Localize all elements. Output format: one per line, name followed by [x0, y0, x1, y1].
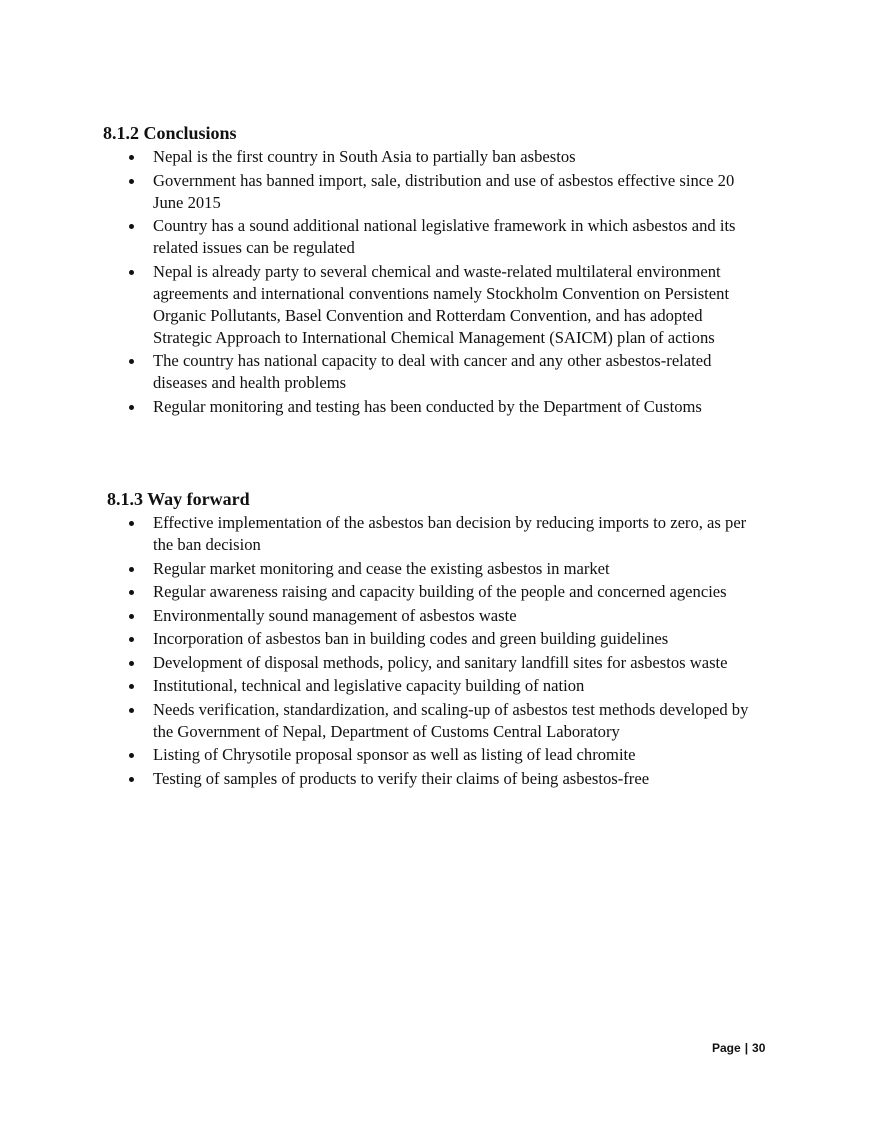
- list-item-text: Listing of Chrysotile proposal sponsor as well as listing of lead chromite: [153, 745, 636, 764]
- conclusions-section: [103, 122, 763, 419]
- bullet-icon: [129, 405, 134, 410]
- bullet-icon: [129, 661, 134, 666]
- way-forward-list: [103, 512, 767, 790]
- list-item: [103, 261, 763, 349]
- list-item: [103, 146, 763, 168]
- bullet-icon: [129, 224, 134, 229]
- list-item-text: Regular market monitoring and cease the existing asbestos in market: [153, 558, 610, 578]
- list-item-text: Regular monitoring and testing has been conducted by the Department of Customs: [153, 396, 702, 416]
- list-item: [103, 581, 767, 603]
- page-number: 30: [752, 1041, 766, 1055]
- bullet-icon: [129, 179, 134, 184]
- way-forward-heading: 8.1.3 Way forward: [107, 489, 250, 509]
- list-item-text: The country has national capacity to deal with cancer and any other asbestos-related diseases and health problems: [153, 351, 712, 392]
- bullet-icon: [129, 567, 134, 572]
- list-item-text: Country has a sound additional national legislative framework in which asbestos and its related issues can be regulated: [153, 216, 736, 257]
- list-item: [103, 652, 767, 674]
- conclusions-list: [103, 146, 763, 418]
- page-footer: [712, 1041, 765, 1055]
- bullet-icon: [129, 590, 134, 595]
- list-item: [103, 396, 763, 418]
- list-item-text: Environmentally sound management of asbestos waste: [153, 605, 517, 625]
- list-item: [103, 768, 767, 790]
- list-item-text: Development of disposal methods, policy, and sanitary landfill sites for asbestos waste: [153, 652, 728, 672]
- list-item: [103, 558, 767, 580]
- bullet-icon: [129, 684, 134, 689]
- bullet-icon: [129, 614, 134, 619]
- list-item-text: Government has banned import, sale, distribution and use of asbestos effective since 20 June 2015: [153, 170, 735, 212]
- list-item-text: Testing of samples of products to verify their claims of being asbestos-free: [153, 768, 650, 788]
- list-item: [103, 699, 767, 743]
- list-item: [103, 744, 767, 766]
- list-item: [103, 628, 767, 650]
- page-label: Page: [712, 1041, 741, 1055]
- conclusions-heading: 8.1.2 Conclusions: [103, 123, 237, 143]
- bullet-icon: [129, 521, 134, 526]
- bullet-icon: [129, 777, 134, 782]
- bullet-icon: [129, 155, 134, 160]
- list-item: [103, 215, 763, 259]
- list-item-text: Nepal is already party to several chemical and waste-related multilateral environment agreements and international conventions namely Stockholm Convention on Persistent Organic Pollutants, Basel Convention and Rotterdam Convention, and has adopted Strategic Approach to International Chemical Management (SAICM) plan of actions: [153, 261, 730, 347]
- bullet-icon: [129, 708, 134, 713]
- list-item-text: Regular awareness raising and capacity building of the people and concerned agencies: [153, 582, 727, 601]
- list-item-text: Needs verification, standardization, and scaling-up of asbestos test methods developed by the Government of Nepal, Department of Customs Central Laboratory: [153, 699, 749, 741]
- bullet-icon: [129, 637, 134, 642]
- list-item: [103, 170, 763, 214]
- list-item-text: Incorporation of asbestos ban in building codes and green building guidelines: [153, 629, 669, 648]
- list-item-text: Nepal is the first country in South Asia to partially ban asbestos: [153, 147, 576, 166]
- way-forward-section: [107, 488, 767, 791]
- bullet-icon: [129, 753, 134, 758]
- bullet-icon: [129, 359, 134, 364]
- list-item: [103, 350, 763, 394]
- list-item: [103, 675, 767, 697]
- list-item: [103, 512, 767, 556]
- page-separator: |: [744, 1041, 749, 1055]
- list-item-text: Institutional, technical and legislative capacity building of nation: [153, 676, 585, 695]
- bullet-icon: [129, 270, 134, 275]
- list-item: [103, 605, 767, 627]
- list-item-text: Effective implementation of the asbestos ban decision by reducing imports to zero, as per the ban decision: [153, 513, 747, 554]
